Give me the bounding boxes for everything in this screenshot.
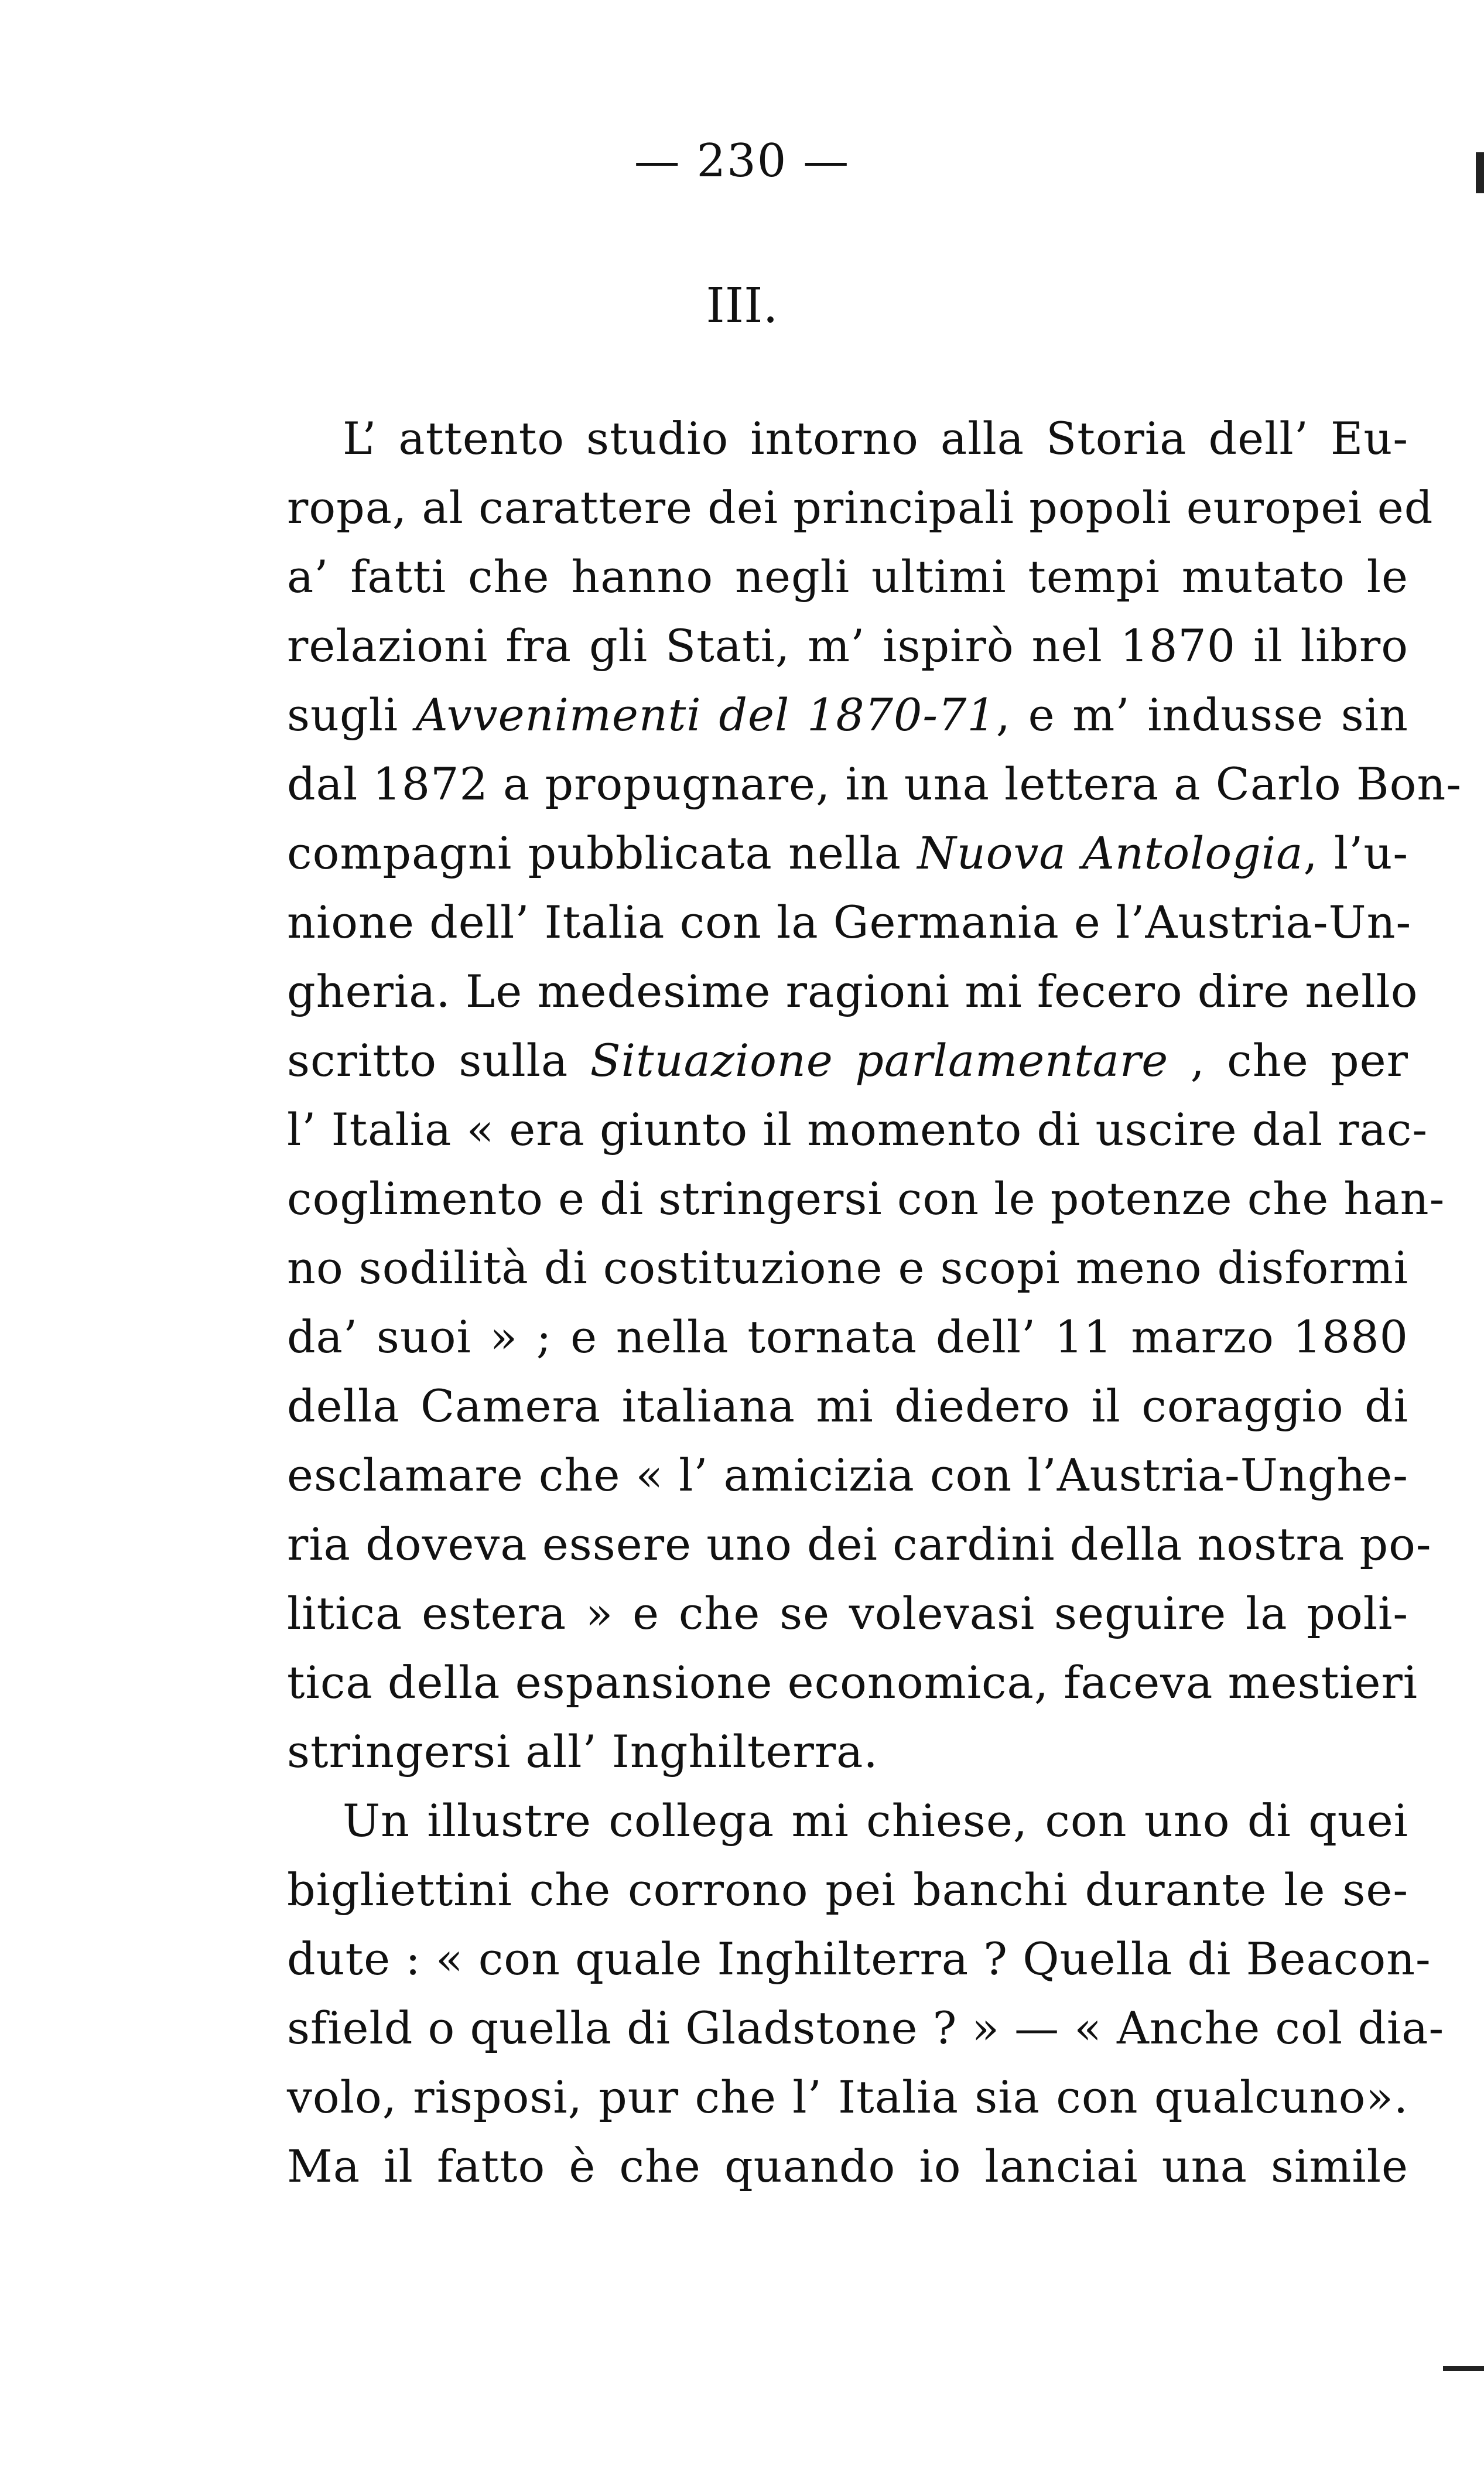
book-title-italic: Avvenimenti del 1870-71 xyxy=(415,689,996,741)
text-line: dal 1872 a propugnare, in una lettera a Carlo Bon- xyxy=(287,758,1462,810)
text-line: ropa, al carattere dei principali popoli europei ed xyxy=(287,481,1434,534)
text-line: Ma il fatto è che quando io lanciai una simile xyxy=(287,2140,1408,2192)
text-run: sugli xyxy=(287,689,416,741)
text-line: bigliettini che corrono pei banchi durante le se- xyxy=(287,1864,1408,1916)
text-run: , che per xyxy=(1168,1034,1408,1086)
text-line xyxy=(287,681,1408,750)
essay-title-italic: Situazione parlamentare xyxy=(590,1034,1169,1086)
text-run: scritto sulla xyxy=(287,1034,590,1086)
text-line: sfield o quella di Gladstone ? » — « Anche col dia- xyxy=(287,2002,1445,2054)
paragraph-1 xyxy=(287,404,1462,1786)
text-line: nione dell’ Italia con la Germania e l’Austria-Un- xyxy=(287,896,1412,948)
text-run: , l’u- xyxy=(1303,827,1408,879)
text-line: gheria. Le medesime ragioni mi fecero dire nello xyxy=(287,965,1418,1017)
page-edge-mark xyxy=(1443,2366,1484,2371)
text-line xyxy=(287,819,1408,888)
text-line: della Camera italiana mi diedero il coraggio di xyxy=(287,1380,1408,1432)
text-line: esclamare che « l’ amicizia con l’Austria-Unghe- xyxy=(287,1449,1408,1501)
text-line: dute : « con quale Inghilterra ? Quella di Beacon- xyxy=(287,1933,1431,1985)
text-line: volo, risposi, pur che l’ Italia sia con qualcuno». xyxy=(287,2071,1408,2123)
page-number: — 230 — xyxy=(634,135,850,187)
text-run: compagni pubblicata nella xyxy=(287,827,918,879)
text-line: a’ fatti che hanno negli ultimi tempi mutato le xyxy=(287,551,1408,603)
section-heading: III. xyxy=(706,278,778,334)
page-edge-mark xyxy=(1476,152,1484,193)
text-line: Un illustre collega mi chiese, con uno di quei xyxy=(343,1795,1408,1847)
journal-title-italic: Nuova Antologia xyxy=(917,827,1304,879)
text-line: da’ suoi » ; e nella tornata dell’ 11 marzo 1880 xyxy=(287,1311,1408,1363)
text-line: relazioni fra gli Stati, m’ ispirò nel 1870 il libro xyxy=(287,620,1408,672)
text-line: L’ attento studio intorno alla Storia dell’ Eu- xyxy=(343,412,1408,464)
text-line xyxy=(287,1026,1408,1095)
text-line: litica estera » e che se volevasi seguire la poli- xyxy=(287,1587,1408,1639)
text-run: , e m’ indusse sin xyxy=(996,689,1408,741)
text-line: tica della espansione economica, faceva mestieri xyxy=(287,1656,1418,1708)
text-line: l’ Italia « era giunto il momento di uscire dal rac- xyxy=(287,1103,1428,1156)
text-line: stringersi all’ Inghilterra. xyxy=(287,1725,878,1778)
paragraph-2 xyxy=(287,1786,1445,2201)
text-line: coglimento e di stringersi con le potenze che han- xyxy=(287,1173,1445,1225)
text-line: no sodilità di costituzione e scopi meno disformi xyxy=(287,1242,1408,1294)
text-line: ria doveva essere uno dei cardini della nostra po- xyxy=(287,1518,1432,1570)
